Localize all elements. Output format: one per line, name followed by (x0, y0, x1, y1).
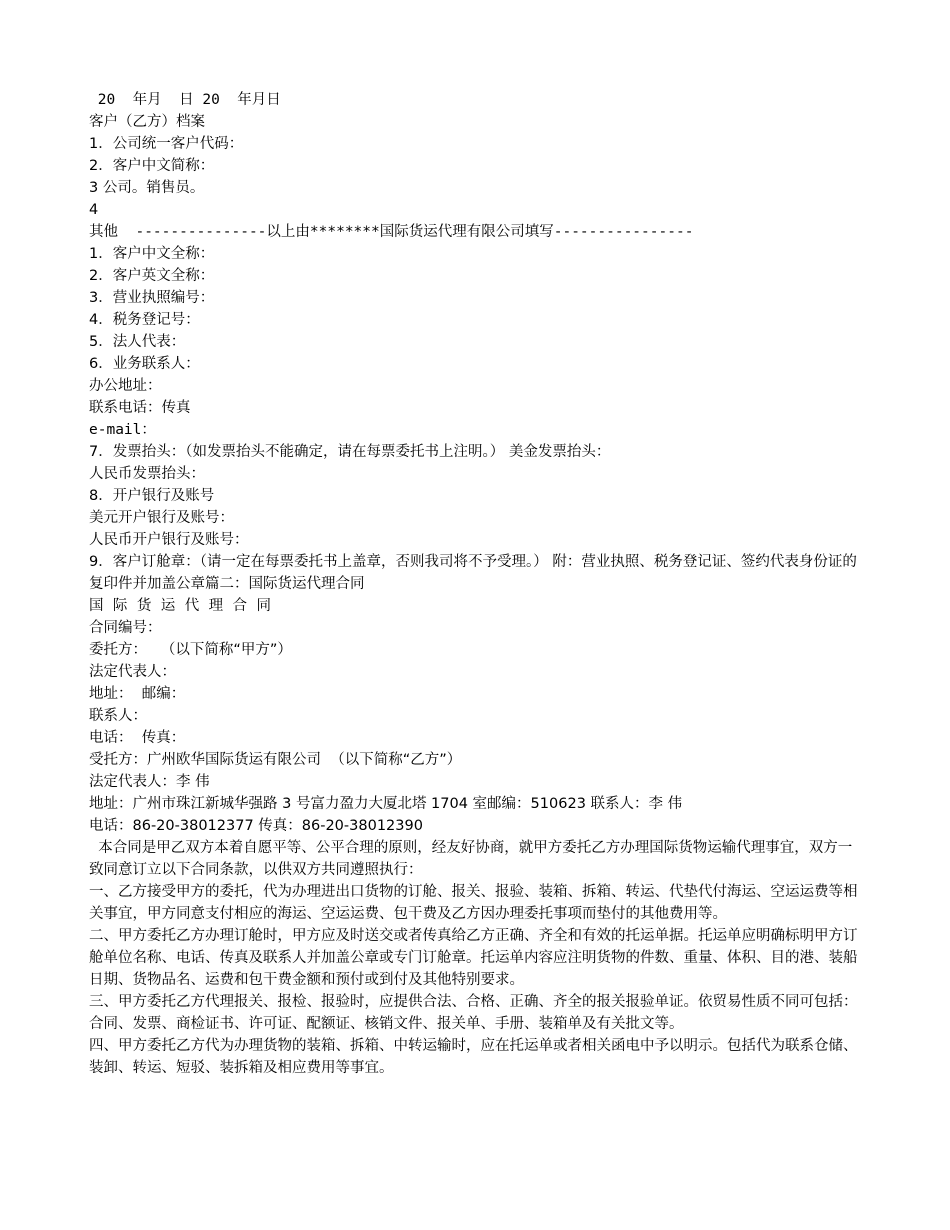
customer-profile-section (89, 89, 861, 595)
field-phone-fax: 联系电话：传真 (89, 400, 191, 416)
divider-filled-by-company: 其他 ---------------以上由********国际货运代理有限公司填写---------------- (89, 224, 694, 240)
client-address: 地址： 邮编： (89, 686, 186, 702)
field-cn-full-name: 1．客户中文全称： (89, 246, 215, 262)
contract-title: 国际货运代理合同 (89, 598, 281, 614)
field-invoice-title: 7．发票抬头：（如发票抬头不能确定，请在每票委托书上注明。） 美金发票抬头： (89, 444, 611, 460)
agent-phone: 电话：86-20-38012377 传真：86-20-38012390 (89, 818, 423, 834)
term-3: 三、甲方委托乙方代理报关、报检、报验时，应提供合法、合格、正确、齐全的报关报验单证。依贸易性质不同可包括：合同、发票、商检证书、许可证、配额证、核销文件、报关单、手册、装箱单及有关批文等。 (89, 994, 858, 1032)
date-line: 20 年月 日 20 年月日 (89, 92, 281, 108)
field-rmb-invoice-title: 人民币发票抬头： (89, 466, 205, 482)
field-tax-number: 4．税务登记号： (89, 312, 200, 328)
field-booking-stamp: 9．客户订舱章：（请一定在每票委托书上盖章，否则我司将不予受理。） 附：营业执照、税务登记证、签约代表身份证的复印件并加盖公章篇二：国际货运代理合同 (89, 554, 857, 592)
field-email: e-mail： (89, 422, 156, 438)
term-2: 二、甲方委托乙方办理订舱时，甲方应及时送交或者传真给乙方正确、齐全和有效的托运单据。托运单应明确标明甲方订舱单位名称、电话、传真及联系人并加盖公章或专门订舱章。托运单内容应注明货物的件数、重量、体积、目的港、装船日期、货物品名、运费和包干费金额和预付或到付及其他特别要求。 (89, 928, 858, 988)
client-party: 委托方： （以下简称“甲方”） (89, 642, 292, 658)
client-contact: 联系人： (89, 708, 147, 724)
document-page (89, 89, 861, 1079)
term-4: 四、甲方委托乙方代为办理货物的装箱、拆箱、中转运输时，应在托运单或者相关函电中予以明示。包括代为联系仓储、装卸、转运、短驳、装拆箱及相应费用等事宜。 (89, 1038, 858, 1076)
field-rmb-bank-account: 人民币开户银行及账号： (89, 532, 249, 548)
term-1: 一、乙方接受甲方的委托，代为办理进出口货物的订舱、报关、报验、装箱、拆箱、转运、代垫代付海运、空运运费等相关事宜，甲方同意支付相应的海运、空运运费、包干费及乙方因办理委托事项而垫付的其他费用等。 (89, 884, 858, 922)
agent-party: 受托方：广州欧华国际货运有限公司 （以下简称“乙方”） (89, 752, 462, 768)
agent-address: 地址：广州市珠江新城华强路 3 号富力盈力大厦北塔 1704 室邮编：510623 联系人：李 伟 (89, 796, 683, 812)
field-en-full-name: 2．客户英文全称： (89, 268, 215, 284)
contract-terms (89, 837, 861, 1079)
client-phone: 电话： 传真： (89, 730, 186, 746)
field-license-number: 3．营业执照编号： (89, 290, 215, 306)
contract-number: 合同编号： (89, 620, 162, 636)
contract-preamble: 本合同是甲乙双方本着自愿平等、公平合理的原则，经友好协商，就甲方委托乙方办理国际货物运输代理事宜，双方一致同意订立以下合同条款，以供双方共同遵照执行： (89, 840, 853, 878)
profile-heading: 客户（乙方）档案 (89, 114, 205, 130)
contract-section (89, 595, 861, 837)
field-usd-bank-account: 美元开户银行及账号： (89, 510, 234, 526)
field-company-sales: 3 公司。销售员。 (89, 180, 205, 196)
field-office-address: 办公地址： (89, 378, 162, 394)
field-item-4: 4 (89, 202, 99, 218)
client-legal-rep: 法定代表人： (89, 664, 176, 680)
agent-legal-rep: 法定代表人：李 伟 (89, 774, 210, 790)
field-bank-account: 8．开户银行及账号 (89, 488, 215, 504)
field-business-contact: 6．业务联系人： (89, 356, 200, 372)
field-cn-short-name: 2．客户中文简称： (89, 158, 215, 174)
field-legal-rep: 5．法人代表： (89, 334, 186, 350)
field-customer-code: 1．公司统一客户代码： (89, 136, 244, 152)
